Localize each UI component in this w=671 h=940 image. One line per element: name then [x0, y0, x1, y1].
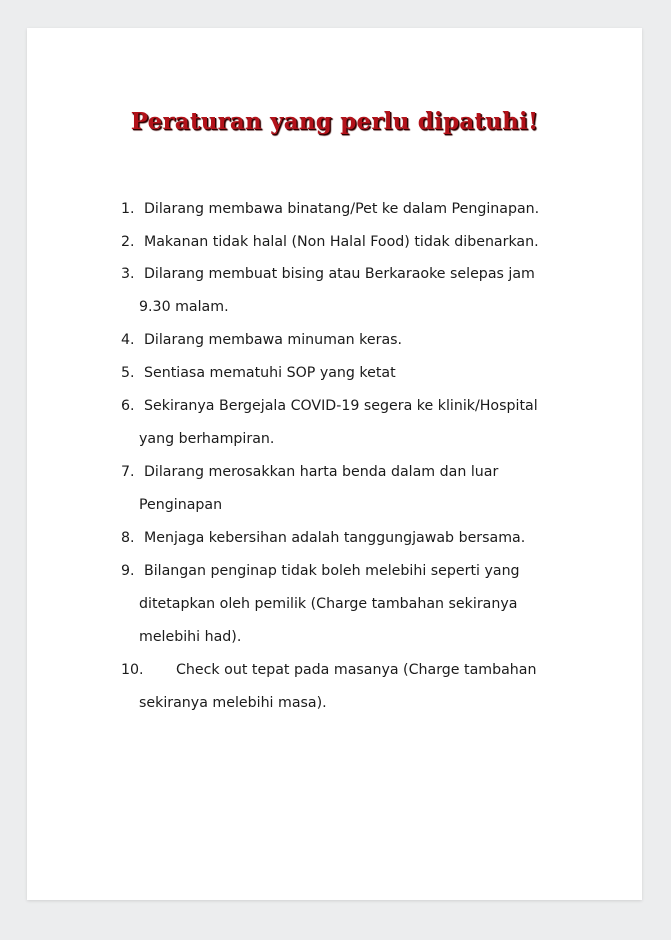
- rule-text: Menjaga kebersihan adalah tanggungjawab bersama.: [144, 530, 526, 546]
- document-page: [27, 28, 642, 900]
- rule-text: Sentiasa mematuhi SOP yang ketat: [144, 365, 396, 381]
- rule-number: 8.: [121, 530, 135, 546]
- rule-line: [121, 397, 538, 415]
- rule-number: 1.: [121, 201, 135, 217]
- rule-line: [121, 562, 520, 580]
- rule-number: 5.: [121, 365, 135, 381]
- rule-text: Bilangan penginap tidak boleh melebihi seperti yang: [144, 563, 520, 579]
- rule-number: 4.: [121, 332, 135, 348]
- rule-text: Dilarang membawa minuman keras.: [144, 332, 403, 348]
- rule-continuation: Penginapan: [139, 497, 223, 513]
- rule-line: [121, 661, 536, 679]
- rule-continuation: sekiranya melebihi masa).: [139, 695, 327, 711]
- rule-text: Dilarang membuat bising atau Berkaraoke selepas jam: [144, 266, 535, 282]
- rule-line: [121, 233, 539, 251]
- rule-number: 9.: [121, 563, 135, 579]
- rule-line: [121, 463, 498, 481]
- rule-number: 7.: [121, 464, 135, 480]
- rule-number: 2.: [121, 234, 135, 250]
- rule-text: Dilarang merosakkan harta benda dalam dan luar: [144, 464, 499, 480]
- rule-line: [121, 265, 535, 283]
- rule-number: 10.: [121, 662, 144, 678]
- rule-line: [121, 529, 525, 547]
- rule-line: [121, 331, 402, 349]
- rule-continuation: ditetapkan oleh pemilik (Charge tambahan sekiranya: [139, 596, 518, 612]
- rule-continuation: yang berhampiran.: [139, 431, 275, 447]
- rule-continuation: 9.30 malam.: [139, 299, 229, 315]
- rule-line: [121, 364, 396, 382]
- rule-text: Check out tepat pada masanya (Charge tambahan: [176, 662, 537, 678]
- rule-line: [121, 200, 539, 218]
- rule-text: Makanan tidak halal (Non Halal Food) tidak dibenarkan.: [144, 234, 539, 250]
- rule-number: 6.: [121, 398, 135, 414]
- rule-number: 3.: [121, 266, 135, 282]
- rule-text: Dilarang membawa binatang/Pet ke dalam Penginapan.: [144, 201, 540, 217]
- rule-text: Sekiranya Bergejala COVID-19 segera ke klinik/Hospital: [144, 398, 538, 414]
- document-title: Peraturan yang perlu dipatuhi!: [130, 108, 539, 135]
- rule-continuation: melebihi had).: [139, 629, 242, 645]
- rules-list: [27, 28, 642, 900]
